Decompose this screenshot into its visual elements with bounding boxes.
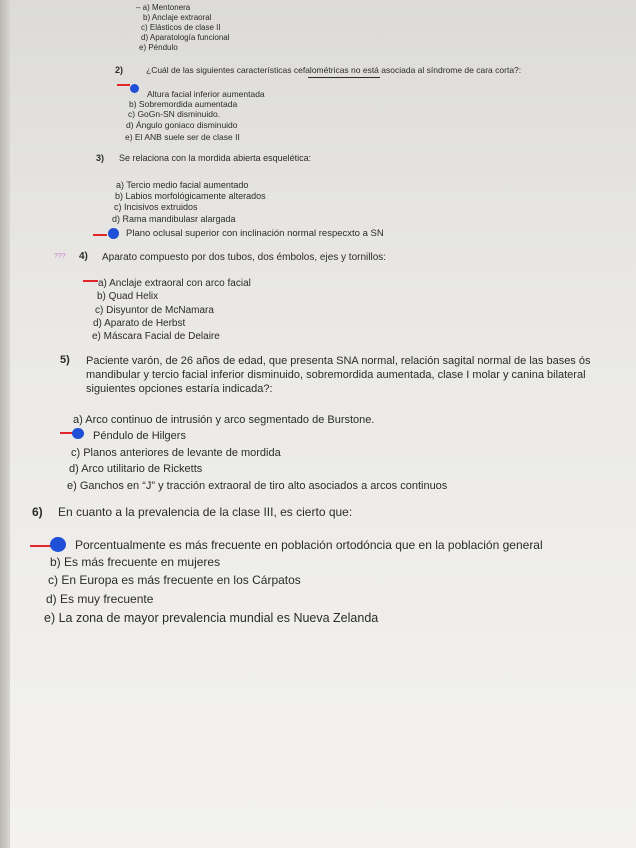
q6-text: En cuanto a la prevalencia de la clase III, es cierto que: bbox=[58, 505, 353, 519]
q5-option-e: e) Ganchos en “J” y tracción extraoral de tiro alto asociados a arcos continuos bbox=[67, 480, 448, 492]
q6-option-c: c) En Europa es más frecuente en los Cárpatos bbox=[48, 573, 301, 587]
q3-option-c: c) Incisivos extruidos bbox=[114, 202, 198, 212]
prev-option-e: e) Péndulo bbox=[139, 43, 178, 52]
q4-option-a: a) Anclaje extraoral con arco facial bbox=[98, 278, 251, 289]
q6-red-marker bbox=[30, 545, 52, 547]
page-shadow-edge bbox=[0, 0, 10, 848]
q3-text: Se relaciona con la mordida abierta esquelética: bbox=[119, 153, 312, 163]
q4-option-e: e) Máscara Facial de Delaire bbox=[92, 331, 220, 342]
q2-option-b: b) Sobremordida aumentada bbox=[129, 99, 238, 109]
prev-option-b: b) Anclaje extraoral bbox=[143, 13, 212, 22]
q4-red-marker bbox=[83, 280, 98, 282]
q6-option-a: Porcentualmente es más frecuente en población ortodóncia que en la población general bbox=[75, 538, 543, 552]
q2-blue-marker bbox=[130, 84, 139, 93]
q2-red-marker bbox=[117, 84, 130, 86]
q3-blue-marker bbox=[108, 228, 119, 239]
q3-number: 3) bbox=[96, 153, 105, 163]
q5-number: 5) bbox=[60, 354, 70, 366]
q5-option-c: c) Planos anteriores de levante de mordida bbox=[71, 447, 281, 459]
prev-option-d: d) Aparatología funcional bbox=[141, 33, 230, 42]
q6-option-e: e) La zona de mayor prevalencia mundial es Nueva Zelanda bbox=[44, 611, 379, 625]
q3-option-b: b) Labios morfológicamente alterados bbox=[115, 191, 266, 201]
q3-option-e: Plano oclusal superior con inclinación normal respecxto a SN bbox=[126, 228, 384, 239]
q5-option-a: a) Arco continuo de intrusión y arco segmentado de Burstone. bbox=[73, 414, 375, 426]
q4-number: 4) bbox=[79, 251, 88, 262]
q5-line-3: siguientes opciones estaría indicada?: bbox=[86, 383, 273, 395]
q2-option-e: e) El ANB suele ser de clase II bbox=[125, 132, 240, 142]
q4-option-b: b) Quad Helix bbox=[97, 291, 159, 302]
q4-text: Aparato compuesto por dos tubos, dos émbolos, ejes y tornillos: bbox=[102, 252, 387, 263]
q5-line-2: mandibular y tercio facial inferior disminuido, sobremordida aumentada, clase I molar y canina bilateral bbox=[86, 369, 586, 381]
q6-option-b: b) Es más frecuente en mujeres bbox=[50, 555, 221, 569]
q3-option-d: d) Rama mandibulasr alargada bbox=[112, 214, 236, 224]
q4-handwritten-marks: ??? bbox=[54, 253, 66, 260]
q2-underline bbox=[308, 77, 380, 78]
q5-option-d: d) Arco utilitario de Ricketts bbox=[69, 463, 203, 475]
q2-option-d: d) Ángulo goniaco disminuido bbox=[126, 120, 238, 130]
q2-text: ¿Cuál de las siguientes características cefalométricas no está asociada al síndrome de cara corta?: bbox=[146, 65, 522, 75]
q2-option-c: c) GoGn-SN disminuido. bbox=[128, 109, 221, 119]
prev-option-c: c) Elásticos de clase II bbox=[141, 23, 221, 32]
q2-number: 2) bbox=[115, 65, 124, 75]
q5-line-1: Paciente varón, de 26 años de edad, que presenta SNA normal, relación sagital normal de las bases ós bbox=[86, 355, 591, 367]
q3-red-marker bbox=[93, 234, 107, 236]
q4-option-c: c) Disyuntor de McNamara bbox=[95, 305, 214, 316]
q4-option-d: d) Aparato de Herbst bbox=[93, 318, 186, 329]
q6-number: 6) bbox=[32, 505, 43, 519]
q5-blue-marker bbox=[72, 428, 84, 439]
q6-blue-marker bbox=[50, 537, 66, 552]
q3-option-a: a) Tercio medio facial aumentado bbox=[116, 180, 249, 190]
q6-option-d: d) Es muy frecuente bbox=[46, 592, 154, 606]
q2-option-a: Altura facial inferior aumentada bbox=[147, 89, 265, 99]
q5-option-b: Péndulo de Hilgers bbox=[93, 430, 186, 442]
prev-option-a: – a) Mentonera bbox=[136, 3, 191, 12]
